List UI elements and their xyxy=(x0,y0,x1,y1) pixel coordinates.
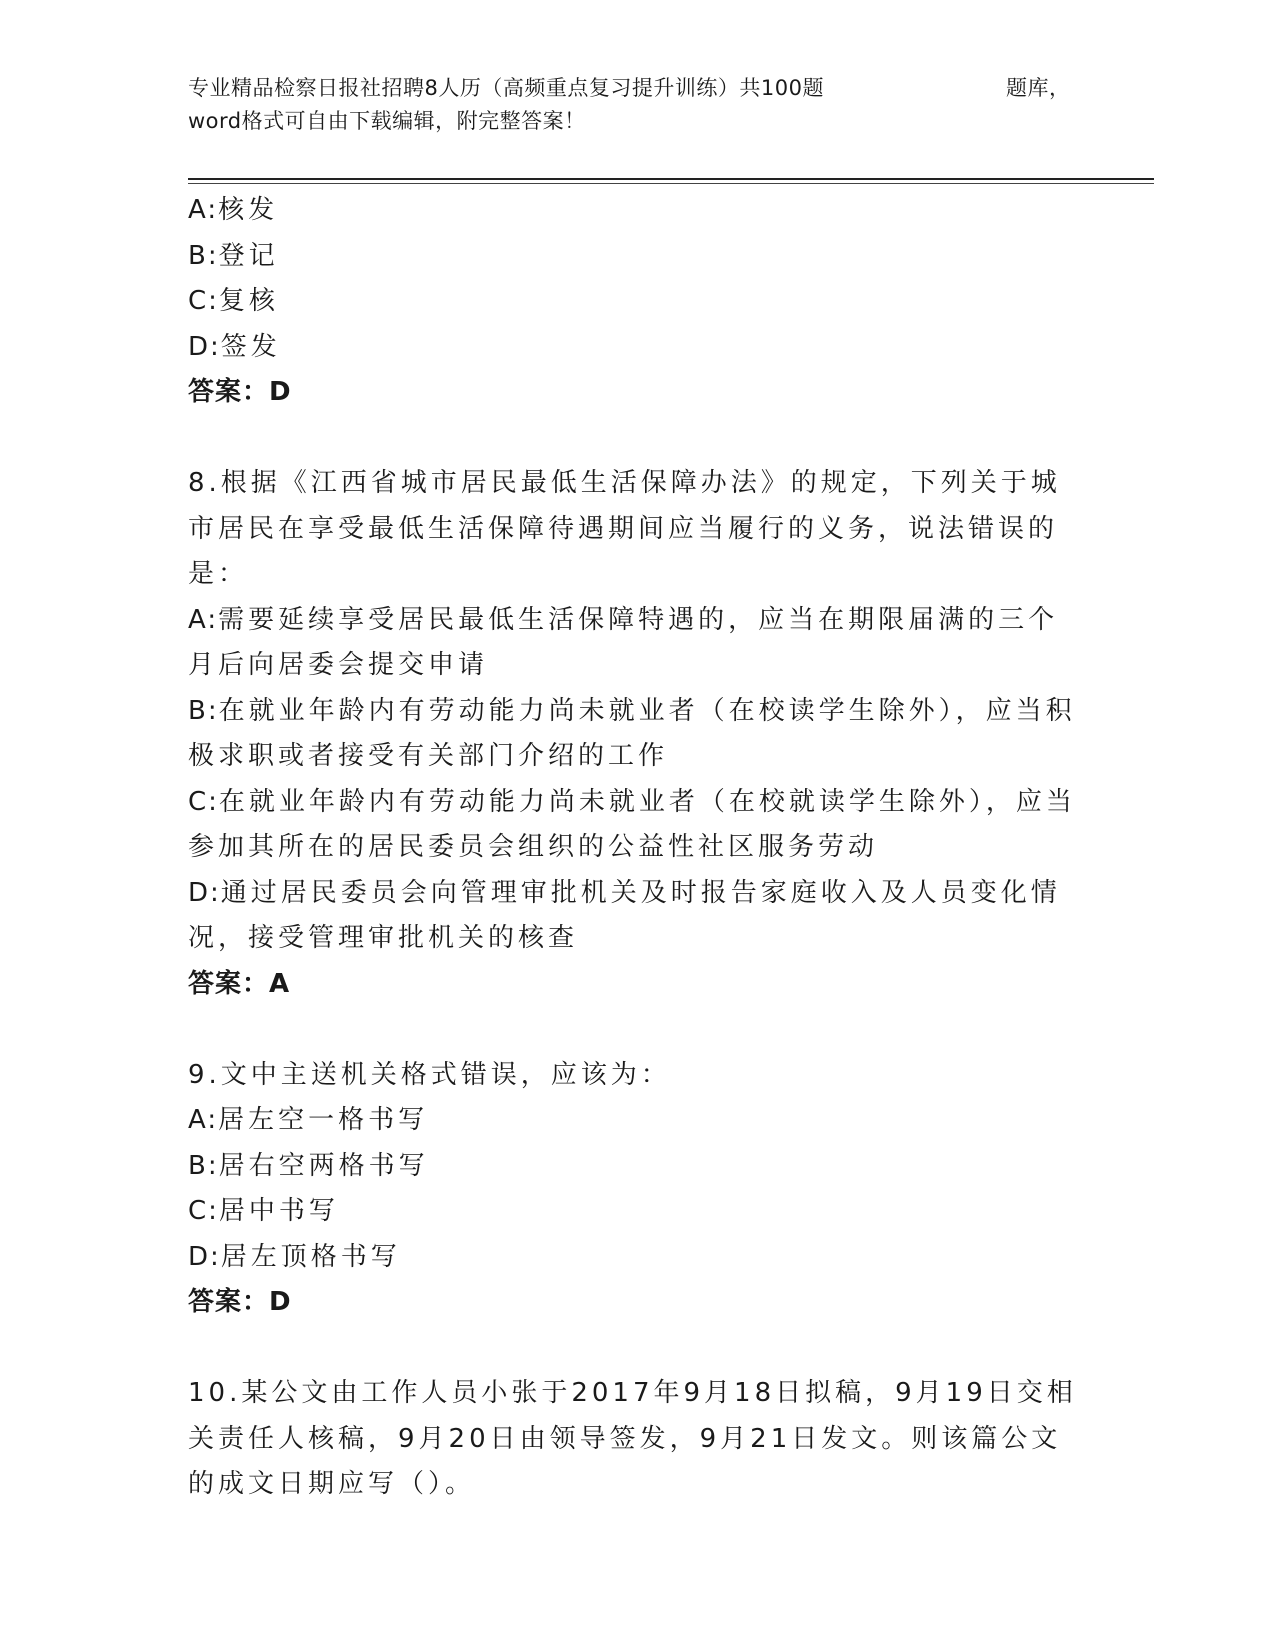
answer-line: 答案：D xyxy=(188,1287,292,1317)
option-a: A:需要延续享受居民最低生活保障特遇的，应当在期限届满的三个月后向居委会提交申请 xyxy=(188,604,1059,680)
question-block-8 xyxy=(188,461,1088,1007)
option-b: B:居右空两格书写 xyxy=(188,1150,429,1181)
spacer xyxy=(188,1326,1088,1372)
header-title-tail: 题库， xyxy=(1006,76,1071,100)
option-b: B:登记 xyxy=(188,240,279,271)
option-d: D:签发 xyxy=(188,331,281,362)
question-block-10 xyxy=(188,1371,1088,1508)
option-b: B:在就业年龄内有劳动能力尚未就业者（在校读学生除外），应当积极求职或者接受有关部门介绍的工作 xyxy=(188,695,1076,771)
answer-line: 答案：A xyxy=(188,968,291,999)
question-stem: 10.某公文由工作人员小张于2017年9月18日拟稿，9月19日交相关责任人核稿，9月20日由领导签发，9月21日发文。则该篇公文的成文日期应写（）。 xyxy=(188,1378,1077,1499)
answer-line: 答案：D xyxy=(188,377,292,407)
option-a: A:核发 xyxy=(188,195,279,225)
question-block-7 xyxy=(188,188,1088,416)
spacer xyxy=(188,1007,1088,1053)
option-c: C:居中书写 xyxy=(188,1196,339,1226)
header-subtitle: word格式可自由下载编辑，附完整答案！ xyxy=(188,109,586,133)
option-c: C:在就业年龄内有劳动能力尚未就业者（在校就读学生除外），应当参加其所在的居民委员会组织的公益性社区服务劳动 xyxy=(188,786,1076,862)
header-divider-thick xyxy=(188,178,1154,180)
option-d: D:居左顶格书写 xyxy=(188,1241,401,1272)
option-a: A:居左空一格书写 xyxy=(188,1105,429,1135)
spacer xyxy=(188,416,1088,462)
header-line-1 xyxy=(188,72,1088,105)
header-title: 专业精品检察日报社招聘8人历（高频重点复习提升训练）共100题 xyxy=(188,76,824,100)
option-c: C:复核 xyxy=(188,286,279,316)
question-block-9 xyxy=(188,1053,1088,1326)
header-divider-thin xyxy=(188,183,1154,184)
option-d: D:通过居民委员会向管理审批机关及时报告家庭收入及人员变化情况，接受管理审批机关的核查 xyxy=(188,877,1061,953)
question-list xyxy=(188,188,1088,1508)
document-header xyxy=(188,72,1088,138)
question-stem: 9.文中主送机关格式错误，应该为： xyxy=(188,1059,671,1090)
question-stem: 8.根据《江西省城市居民最低生活保障办法》的规定，下列关于城市居民在享受最低生活保障待遇期间应当履行的义务，说法错误的是： xyxy=(188,468,1061,589)
